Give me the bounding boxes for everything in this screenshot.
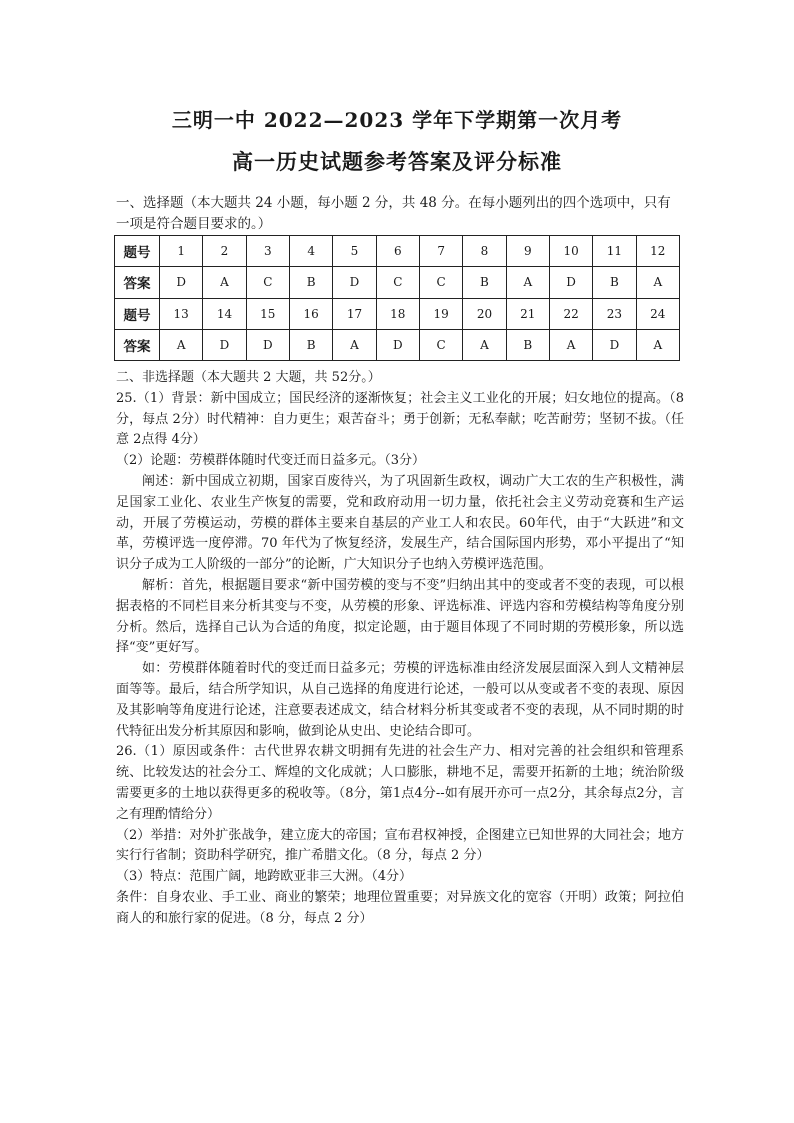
answer-letter-cell: B (506, 329, 549, 360)
question-row (115, 236, 680, 267)
answer-letter-cell: A (203, 267, 246, 298)
question-number-cell: 2 (203, 236, 246, 267)
answer-paragraph: 26.（1）原因或条件：古代世界农耕文明拥有先进的社会生产力、相对完善的社会组织和管理系统、比较发达的社会分工、辉煌的文化成就；人口膨胀，耕地不足，需要开拓新的土地；统治阶级需要更多的土地以获得更多的税收等。（8分，第1点4分--如有展开亦可一点2分，其余每点2分，言之有理酌情给分） (116, 744, 684, 822)
section-1-intro: 一、选择题（本大题共 24 小题，每小题 2 分，共 48 分。在每小题列出的四个选项中，只有一项是符合题目要求的。） (116, 195, 671, 232)
question-number-cell: 16 (289, 298, 332, 329)
answer-letter-cell: D (246, 329, 289, 360)
answer-letter-cell: A (160, 329, 203, 360)
question-number-cell: 14 (203, 298, 246, 329)
answer-row (115, 267, 680, 298)
question-number-cell: 21 (506, 298, 549, 329)
answer-paragraph: （2）举措：对外扩张战争，建立庞大的帝国；宣布君权神授，企图建立已知世界的大同社会；地方实行行省制；资助科学研究，推广希腊文化。（8 分，每点 2 分） (116, 827, 684, 864)
question-number-cell: 18 (376, 298, 419, 329)
answer-paragraph: 阐述：新中国成立初期，国家百废待兴，为了巩固新生政权，调动广大工农的生产积极性，满足国家工业化、农业生产恢复的需要，党和政府动用一切力量，依托社会主义劳动竞赛和生产运动，开展了劳模运动，劳模的群体主要来自基层的产业工人和农民。60年代，由于“大跃进”和文革，劳模评选一度停滞。70 年代为了恢复经济，发展生产，结合国际国内形势，邓小平提出了“知识分子成为工人阶级的一部分”的论断，广大知识分子也纳入劳模评选范围。 (116, 473, 684, 573)
answer-row (115, 329, 680, 360)
answer-letter-cell: A (549, 329, 592, 360)
question-number-cell: 10 (549, 236, 592, 267)
question-row (115, 298, 680, 329)
question-number-cell: 7 (419, 236, 462, 267)
question-number-cell: 15 (246, 298, 289, 329)
answer-letter-cell: A (506, 267, 549, 298)
answer-letter-cell: A (333, 329, 376, 360)
answer-paragraph: 解析：首先，根据题目要求“新中国劳模的变与不变”归纳出其中的变或者不变的表现，可以根据表格的不同栏目来分析其变与不变，从劳模的形象、评选标准、评选内容和劳模结构等角度分别分析。然后，选择自己认为合适的角度，拟定论题，由于题目体现了不同时期的劳模形象，所以选择“变”更好写。 (116, 577, 684, 656)
answer-paragraph: （2）论题：劳模群体随时代变迁而日益多元。（3分） (116, 453, 426, 469)
answer-letter-cell: A (463, 329, 506, 360)
question-row-label: 题号 (115, 236, 160, 267)
question-number-cell: 8 (463, 236, 506, 267)
question-number-cell: 24 (636, 298, 679, 329)
question-number-cell: 20 (463, 298, 506, 329)
answer-letter-cell: B (289, 267, 332, 298)
question-number-cell: 12 (636, 236, 679, 267)
answer-letter-cell: D (203, 329, 246, 360)
answer-table (114, 235, 680, 361)
answer-letter-cell: D (160, 267, 203, 298)
question-number-cell: 3 (246, 236, 289, 267)
question-number-cell: 1 (160, 236, 203, 267)
question-number-cell: 23 (593, 298, 636, 329)
answer-paragraphs (116, 389, 684, 930)
answer-row-label: 答案 (115, 267, 160, 298)
answer-letter-cell: B (463, 267, 506, 298)
question-number-cell: 6 (376, 236, 419, 267)
answer-letter-cell: A (636, 267, 679, 298)
answer-paragraph: 25.（1）背景：新中国成立；国民经济的逐渐恢复；社会主义工业化的开展；妇女地位的提高。（8分，每点 2分）时代精神：自力更生；艰苦奋斗；勇于创新；无私奉献；吃苦耐劳；坚韧不拔。（任意 2点得 4分） (116, 390, 684, 448)
answer-letter-cell: C (246, 267, 289, 298)
answer-letter-cell: B (289, 329, 332, 360)
section-2-intro: 二、非选择题（本大题共 2 大题，共 52分。） (116, 370, 381, 385)
answer-paragraph: 条件：自身农业、手工业、商业的繁荣；地理位置重要；对异族文化的宽容（开明）政策；阿拉伯商人的和旅行家的促进。（8 分，每点 2 分） (116, 889, 684, 926)
answer-letter-cell: D (376, 329, 419, 360)
section-2 (116, 368, 684, 930)
answer-letter-cell: D (333, 267, 376, 298)
answer-letter-cell: C (376, 267, 419, 298)
question-number-cell: 9 (506, 236, 549, 267)
answer-paragraph: 如：劳模群体随着时代的变迁而日益多元；劳模的评选标准由经济发展层面深入到人文精神层面等等。最后，结合所学知识，从自己选择的角度进行论述，一般可以从变或者不变的表现、原因及其影响等角度进行论述，注意要表述成文，结合材料分析其变或者不变的表现，从不同时期的时代特征出发分析其原因和影响，做到论从史出、史论结合即可。 (116, 661, 684, 739)
answer-letter-cell: B (593, 267, 636, 298)
answer-letter-cell: C (419, 329, 462, 360)
answer-letter-cell: D (549, 267, 592, 298)
exam-title: 三明一中 2022—2023 学年下学期第一次月考 (171, 108, 623, 132)
question-number-cell: 4 (289, 236, 332, 267)
question-number-cell: 13 (160, 298, 203, 329)
answer-key-title: 高一历史试题参考答案及评分标准 (232, 149, 562, 174)
question-number-cell: 22 (549, 298, 592, 329)
answer-letter-cell: D (593, 329, 636, 360)
question-row-label: 题号 (115, 298, 160, 329)
answer-paragraph: （3）特点：范围广阔，地跨欧亚非三大洲。（4分） (116, 869, 413, 885)
answer-row-label: 答案 (115, 329, 160, 360)
question-number-cell: 5 (333, 236, 376, 267)
answer-letter-cell: C (419, 267, 462, 298)
question-number-cell: 11 (593, 236, 636, 267)
question-number-cell: 17 (333, 298, 376, 329)
question-number-cell: 19 (419, 298, 462, 329)
answer-letter-cell: A (636, 329, 679, 360)
